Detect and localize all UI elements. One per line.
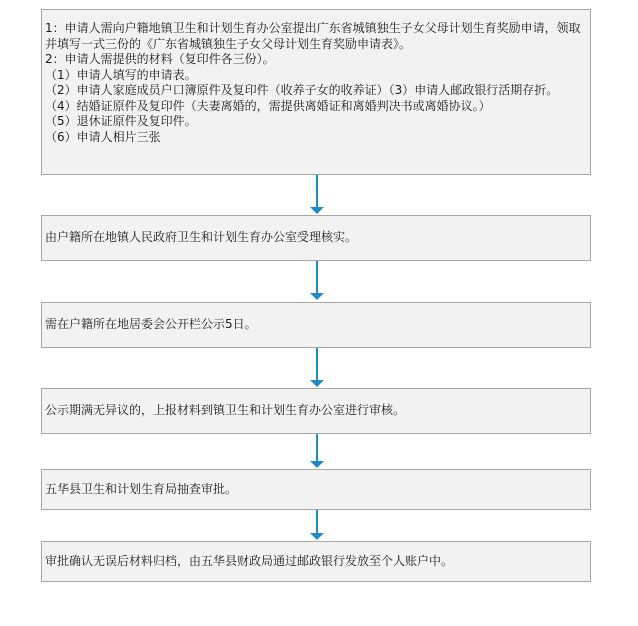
- flow-arrow-1: [316, 175, 318, 208]
- step-2-text: 由户籍所在地镇人民政府卫生和计划生育办公室受理核实。: [45, 230, 358, 245]
- step-1-line-3: （1）申请人填写的申请表。: [45, 67, 197, 82]
- flow-arrow-2: [316, 261, 318, 294]
- flow-step-2-verification: [41, 215, 591, 261]
- step-5-text: 五华县卫生和计划生育局抽查审批。: [45, 481, 238, 496]
- step-6-text: 审批确认无误后材料归档，由五华县财政局通过邮政银行发放至个人账户中。: [45, 553, 454, 568]
- flow-arrow-3: [316, 348, 318, 381]
- step-4-text: 公示期满无异议的，上报材料到镇卫生和计划生育办公室进行审核。: [45, 403, 406, 418]
- step-1-line-7: （6）申请人相片三张: [45, 129, 161, 144]
- flow-step-3-public-notice: [41, 302, 591, 348]
- flow-step-4-review: [41, 388, 591, 434]
- flow-step-5-approval: [41, 469, 591, 510]
- step-3-text: 需在户籍所在地居委会公开栏公示5日。: [45, 317, 257, 332]
- flow-arrow-5: [316, 510, 318, 534]
- step-1-line-5: （4）结婚证原件及复印件（夫妻离婚的，需提供离婚证和离婚判决书或离婚协议。）: [45, 98, 491, 113]
- step-1-line-2: 2：申请人需提供的材料（复印件各三份）。: [45, 52, 275, 66]
- flow-arrow-4: [316, 434, 318, 462]
- step-1-line-6: （5）退休证原件及复印件。: [45, 114, 197, 128]
- step-1-line-1: 1：申请人需向户籍地镇卫生和计划生育办公室提出广东省城镇独生子女父母计划生育奖励申请，领取并填写一式三份的《广东省城镇独生子女父母计划生育奖励申请表》。: [45, 21, 581, 51]
- flow-step-1-application: [41, 9, 591, 175]
- step-1-line-4: （2）申请人家庭成员户口簿原件及复印件（收养子女的收养证）（3）申请人邮政银行活期存折。: [45, 83, 559, 97]
- flow-step-6-payment: [41, 541, 591, 582]
